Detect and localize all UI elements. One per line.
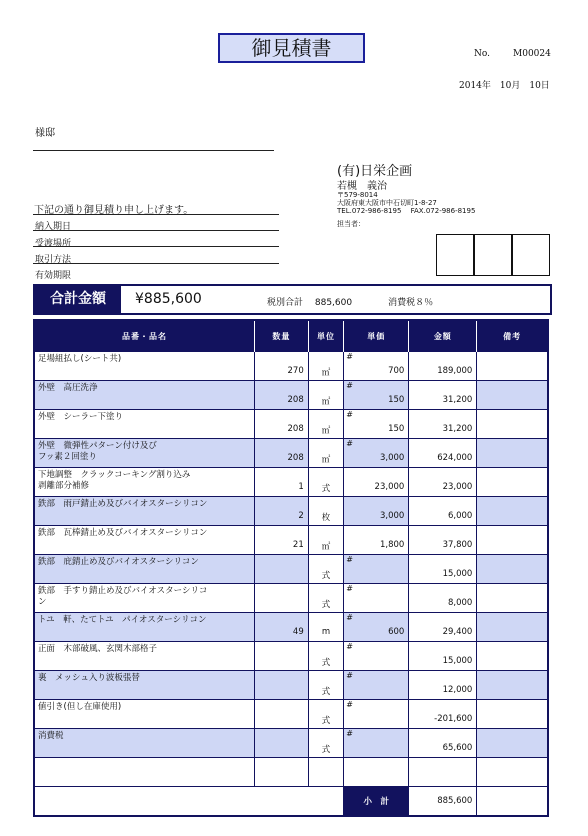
unit-price (344, 584, 408, 598)
item-name: 裏 メッシュ入り波板張替 (38, 673, 140, 683)
remarks-cell (477, 352, 548, 381)
quantity-cell (254, 352, 308, 381)
unit-cell (308, 642, 344, 671)
unit-price-cell (344, 439, 409, 468)
document-title: 御見積書 (218, 33, 365, 63)
unit: 枚 (321, 513, 331, 523)
unit-price: 3,000 (379, 453, 405, 463)
unit-cell (308, 758, 344, 787)
amount-cell (409, 468, 477, 497)
item-name: 鉄部 瓦棒錆止め及びバイオスターシリコン (38, 528, 208, 538)
field-line (33, 263, 279, 264)
item-name: 足場組払し(シート共) (38, 354, 122, 364)
stamp-box (436, 234, 474, 276)
remarks-cell (477, 700, 548, 729)
remarks-cell (477, 439, 548, 468)
amount-cell (409, 352, 477, 381)
remarks-cell (477, 613, 548, 642)
unit-cell (308, 410, 344, 439)
unit: 式 (321, 484, 331, 494)
unit-cell (308, 526, 344, 555)
quantity: 1 (298, 482, 304, 492)
stamp-box (474, 234, 512, 276)
unit-price: 3,000 (379, 511, 405, 521)
header-quantity: 数量 (254, 320, 308, 352)
unit: ㎡ (321, 368, 331, 378)
unit: 式 (321, 571, 331, 581)
unit: m (321, 627, 331, 637)
stamp-box (512, 234, 550, 276)
item-name: 鉄部 雨戸錆止め及びバイオスターシリコン (38, 499, 208, 509)
subtotal-row (34, 787, 548, 817)
quantity: 208 (287, 453, 304, 463)
price-mark: # (346, 729, 353, 738)
quantity: 2 (298, 511, 304, 521)
table-row (34, 584, 548, 613)
unit-price-cell (344, 613, 409, 642)
unit-cell (308, 555, 344, 584)
amount-cell (409, 758, 477, 787)
unit-price-cell (344, 642, 409, 671)
item-name-cell (34, 729, 254, 758)
remarks-cell (477, 497, 548, 526)
price-mark: # (346, 671, 353, 680)
header-item-name: 品番・品名 (34, 320, 254, 352)
amount: 31,200 (442, 424, 473, 434)
unit-price-cell (344, 671, 409, 700)
amount-cell (409, 700, 477, 729)
table-row (34, 642, 548, 671)
quantity-cell (254, 758, 308, 787)
table-row (34, 613, 548, 642)
unit-cell (308, 468, 344, 497)
header-amount: 金額 (409, 320, 477, 352)
price-mark: # (346, 642, 353, 651)
item-name-cell (34, 352, 254, 381)
item-name: トユ 軒、たてトユ パイオスターシリコン (38, 615, 207, 625)
remarks-cell (477, 729, 548, 758)
unit-price-cell (344, 584, 409, 613)
unit: 式 (321, 745, 331, 755)
unit-price: 150 (388, 424, 405, 434)
quantity (255, 671, 308, 685)
remarks-cell (477, 381, 548, 410)
unit-price-cell (344, 410, 409, 439)
staff-label: 担当者： (337, 220, 365, 228)
unit-price: 700 (388, 366, 405, 376)
quantity-cell (254, 584, 308, 613)
item-name-cell (34, 381, 254, 410)
table-row (34, 468, 548, 497)
amount: 15,000 (442, 656, 473, 666)
issue-date: 2014年 10月 10日 (459, 81, 550, 91)
amount: 15,000 (442, 569, 473, 579)
unit-price (344, 642, 408, 656)
table-row (34, 700, 548, 729)
unit: 式 (321, 658, 331, 668)
total-label: 合計金額 (35, 286, 121, 313)
amount-cell (409, 381, 477, 410)
remarks-cell (477, 671, 548, 700)
unit-price: 600 (388, 627, 405, 637)
subtotal-value: 885,600 (409, 787, 477, 817)
item-name: 下地調整 クラックコーキング割り込み 剥離部分補修 (38, 470, 191, 491)
unit-price (344, 671, 408, 685)
unit: 式 (321, 600, 331, 610)
amount-cell (409, 410, 477, 439)
unit-price-cell (344, 381, 409, 410)
quantity-cell (254, 642, 308, 671)
unit-cell (308, 700, 344, 729)
unit-price-cell (344, 700, 409, 729)
unit-price (344, 758, 408, 772)
unit-cell (308, 584, 344, 613)
amount-cell (409, 497, 477, 526)
quantity-cell (254, 526, 308, 555)
remarks-cell (477, 584, 548, 613)
company-tel-fax: TEL.072-986-8195 FAX.072-986-8195 (337, 207, 476, 215)
table-row (34, 497, 548, 526)
item-name-cell (34, 526, 254, 555)
table-row (34, 381, 548, 410)
amount: 31,200 (442, 395, 473, 405)
table-row (34, 729, 548, 758)
amount: 8,000 (448, 598, 473, 608)
quantity-cell (254, 497, 308, 526)
unit: 式 (321, 716, 331, 726)
item-name: 値引き(但し在庫使用) (38, 702, 122, 712)
quantity-cell (254, 671, 308, 700)
recipient-honorific: 様邸 (35, 128, 55, 139)
quantity (255, 555, 308, 569)
items-table (33, 319, 549, 817)
company-name: (有)日栄企画 (337, 164, 413, 179)
unit-price (344, 729, 408, 743)
table-row (34, 439, 548, 468)
table-row (34, 410, 548, 439)
quantity-cell (254, 468, 308, 497)
amount-cell (409, 613, 477, 642)
unit: ㎡ (321, 455, 331, 465)
amount: 37,800 (442, 540, 473, 550)
unit: 式 (321, 687, 331, 697)
amount: 12,000 (442, 685, 473, 695)
price-mark: # (346, 381, 353, 390)
item-name: 外壁 シーラー下塗り (38, 412, 124, 422)
company-person: 若槻 義治 (337, 181, 387, 192)
amount: 189,000 (437, 366, 473, 376)
field-valid-until: 有効期限 (35, 271, 72, 281)
remarks-cell (477, 758, 548, 787)
price-mark: # (346, 584, 353, 593)
item-name-cell (34, 555, 254, 584)
unit-price: 1,800 (379, 540, 405, 550)
company-address: 大阪府東大阪市中石切町1-8-27 (337, 199, 437, 207)
item-name-cell (34, 468, 254, 497)
amount-cell (409, 584, 477, 613)
item-name-cell (34, 700, 254, 729)
unit-cell (308, 613, 344, 642)
unit-cell (308, 671, 344, 700)
item-name: 正面 木部破風、玄関木部格子 (38, 644, 158, 654)
item-name-cell (34, 439, 254, 468)
remarks-cell (477, 642, 548, 671)
quantity: 21 (292, 540, 304, 550)
quantity-cell (254, 555, 308, 584)
item-name-cell (34, 613, 254, 642)
field-line (33, 246, 279, 247)
item-name: 鉄部 庇錆止め及びバイオスターシリコン (38, 557, 199, 567)
item-name-cell (34, 642, 254, 671)
doc-number: M00024 (513, 49, 551, 59)
quantity-cell (254, 381, 308, 410)
quantity (255, 584, 308, 598)
amount-cell (409, 439, 477, 468)
field-delivery-place: 受渡場所 (35, 239, 72, 249)
item-name: 外壁 高圧洗浄 (38, 383, 98, 393)
remarks-cell (477, 410, 548, 439)
amount-cell (409, 526, 477, 555)
item-name: 消費税 (38, 731, 64, 741)
amount-cell (409, 642, 477, 671)
amount-cell (409, 729, 477, 758)
unit-price: 23,000 (374, 482, 405, 492)
field-payment-method: 取引方法 (35, 255, 72, 265)
unit-price-cell (344, 352, 409, 381)
unit-price: 150 (388, 395, 405, 405)
amount (409, 758, 476, 772)
price-mark: # (346, 700, 353, 709)
amount: 23,000 (442, 482, 473, 492)
intro-text: 下記の通り御見積り申し上げます。 (34, 205, 194, 216)
total-amount: ¥885,600 (135, 291, 202, 307)
price-mark: # (346, 352, 353, 361)
amount: 6,000 (448, 511, 473, 521)
unit-price-cell (344, 729, 409, 758)
unit-price-cell (344, 758, 409, 787)
quantity: 49 (292, 627, 304, 637)
company-postal: 〒579-8014 (337, 191, 378, 199)
header-unit: 単位 (308, 320, 344, 352)
unit-cell (308, 497, 344, 526)
remarks-cell (477, 468, 548, 497)
header-unit-price: 単価 (344, 320, 409, 352)
remarks-cell (477, 555, 548, 584)
unit: ㎡ (321, 426, 331, 436)
quantity (255, 729, 308, 743)
price-mark: # (346, 410, 353, 419)
item-name (35, 758, 254, 760)
total-summary (33, 284, 552, 315)
field-delivery-date: 納入期日 (35, 222, 72, 232)
unit-price-cell (344, 497, 409, 526)
unit-cell (308, 352, 344, 381)
quantity-cell (254, 729, 308, 758)
table-row (34, 758, 548, 787)
remarks-cell (477, 526, 548, 555)
unit-price-cell (344, 526, 409, 555)
amount: 65,600 (442, 743, 473, 753)
subtotal-label: 小 計 (344, 787, 409, 817)
unit-cell (308, 381, 344, 410)
recipient-underline (33, 150, 274, 151)
quantity (255, 700, 308, 714)
unit-cell (308, 729, 344, 758)
quantity-cell (254, 700, 308, 729)
unit: ㎡ (321, 542, 331, 552)
quantity (255, 758, 308, 772)
amount: -201,600 (434, 714, 473, 724)
header-remarks: 備考 (477, 320, 548, 352)
price-mark: # (346, 555, 353, 564)
item-name-cell (34, 758, 254, 787)
amount: 624,000 (437, 453, 473, 463)
unit-price-cell (344, 468, 409, 497)
item-name-cell (34, 497, 254, 526)
amount-cell (409, 555, 477, 584)
item-name: 鉄部 手すり錆止め及びバイオスターシリコ ン (38, 586, 208, 607)
table-header-row (34, 320, 548, 352)
table-row (34, 671, 548, 700)
unit-price-cell (344, 555, 409, 584)
table-row (34, 352, 548, 381)
quantity (255, 642, 308, 656)
item-name-cell (34, 584, 254, 613)
quantity: 208 (287, 395, 304, 405)
table-row (34, 555, 548, 584)
unit: ㎡ (321, 397, 331, 407)
amount: 29,400 (442, 627, 473, 637)
unit (309, 758, 344, 772)
table-row (34, 526, 548, 555)
amount-cell (409, 671, 477, 700)
item-name-cell (34, 671, 254, 700)
unit-cell (308, 439, 344, 468)
tax-detail: 税別合計 885,600 消費税８％ (267, 298, 434, 308)
price-mark: # (346, 613, 353, 622)
quantity-cell (254, 410, 308, 439)
quantity: 208 (287, 424, 304, 434)
field-line (33, 230, 279, 231)
doc-number-label: No. (474, 49, 490, 59)
unit-price (344, 700, 408, 714)
quantity-cell (254, 439, 308, 468)
item-name: 外壁 微弾性パターン付け及び フッ素２回塗り (38, 441, 157, 462)
quantity-cell (254, 613, 308, 642)
price-mark: # (346, 439, 353, 448)
quantity: 270 (287, 366, 304, 376)
intro-underline (33, 214, 279, 215)
unit-price (344, 555, 408, 569)
item-name-cell (34, 410, 254, 439)
